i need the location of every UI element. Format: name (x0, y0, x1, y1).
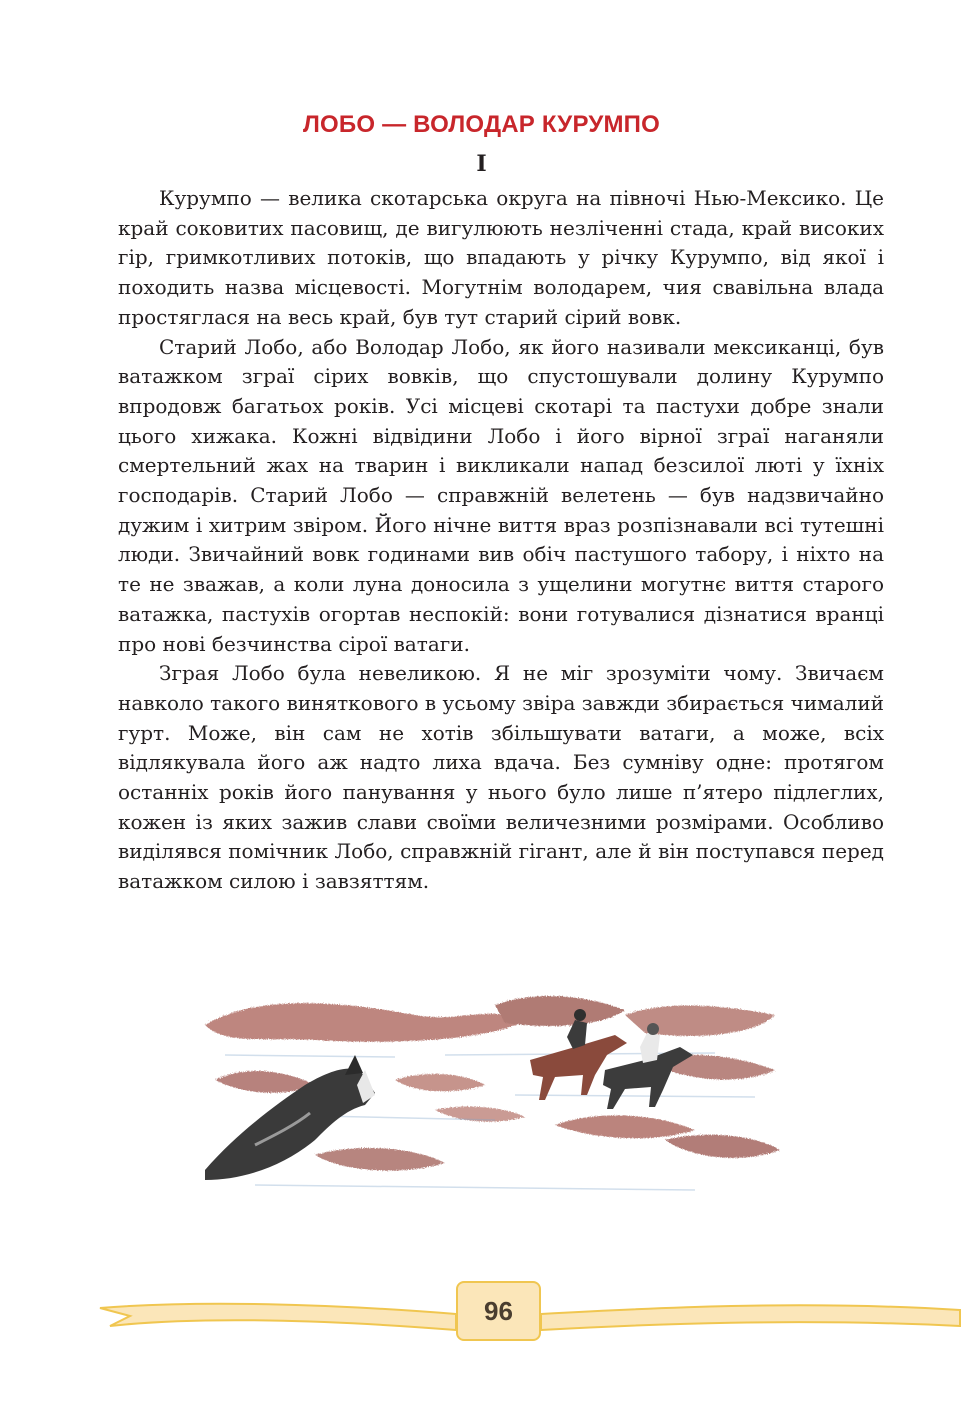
body-text (118, 184, 884, 897)
wolf-riders-illustration (195, 985, 780, 1220)
paragraph: Курумпо — велика скотарська округа на півночі Нью-Мексико. Це край соковитих пасовищ, де вигулюють незліченні стада, край високих гір, гримкотливих потоків, що впадають у річку Курумпо, від якої і походить назва місцевості. Могутнім володарем, чия свавільна влада простяглася на весь край, був тут старий сірий вовк. (118, 186, 884, 329)
paragraph: Старий Лобо, або Володар Лобо, як його називали мексиканці, був ватажком зграї сірих вовків, що спустошували долину Курумпо впродовж багатьох років. Усі місцеві скотарі та пастухи добре знали цього хижака. Кожні відвідини Лобо і його вірної зграї наганяли смертельний жах на тварин і викликали напад безсилої люті у їхніх господарів. Старий Лобо — справжній велетень — був надзвичайно дужим і хитрим звіром. Його нічне виття враз розпізнавали всі тутешні люди. Звичайний вовк годинами вив обіч пастушого табору, і ніхто на те не зважав, а коли луна доносила з ущелини могутнє виття старого ватажка, пастухів огортав неспокій: вони готувалися дізнатися вранці про нові безчинства сірої ватаги. (118, 334, 884, 656)
section-number: I (476, 151, 487, 177)
paragraph: Зграя Лобо була невеликою. Я не міг зрозуміти чому. Звичаєм навколо такого виняткового в усьому звіра завжди збирається чималий гурт. Може, він сам не хотів збільшувати ватаги, а може, всіх відлякувала його аж надто лиха вдача. Без сумніву одне: протягом останніх років його панування у нього було лише п’ятеро підлеглих, кожен із яких зажив слави своїми величезними розмірами. Особливо виділявся помічник Лобо, справжній гігант, але й він поступався перед ватажком силою і завзяттям. (118, 661, 884, 894)
chapter-title: ЛОБО — ВОЛОДАР КУРУМПО (303, 111, 660, 138)
page-number: 96 (456, 1281, 541, 1341)
